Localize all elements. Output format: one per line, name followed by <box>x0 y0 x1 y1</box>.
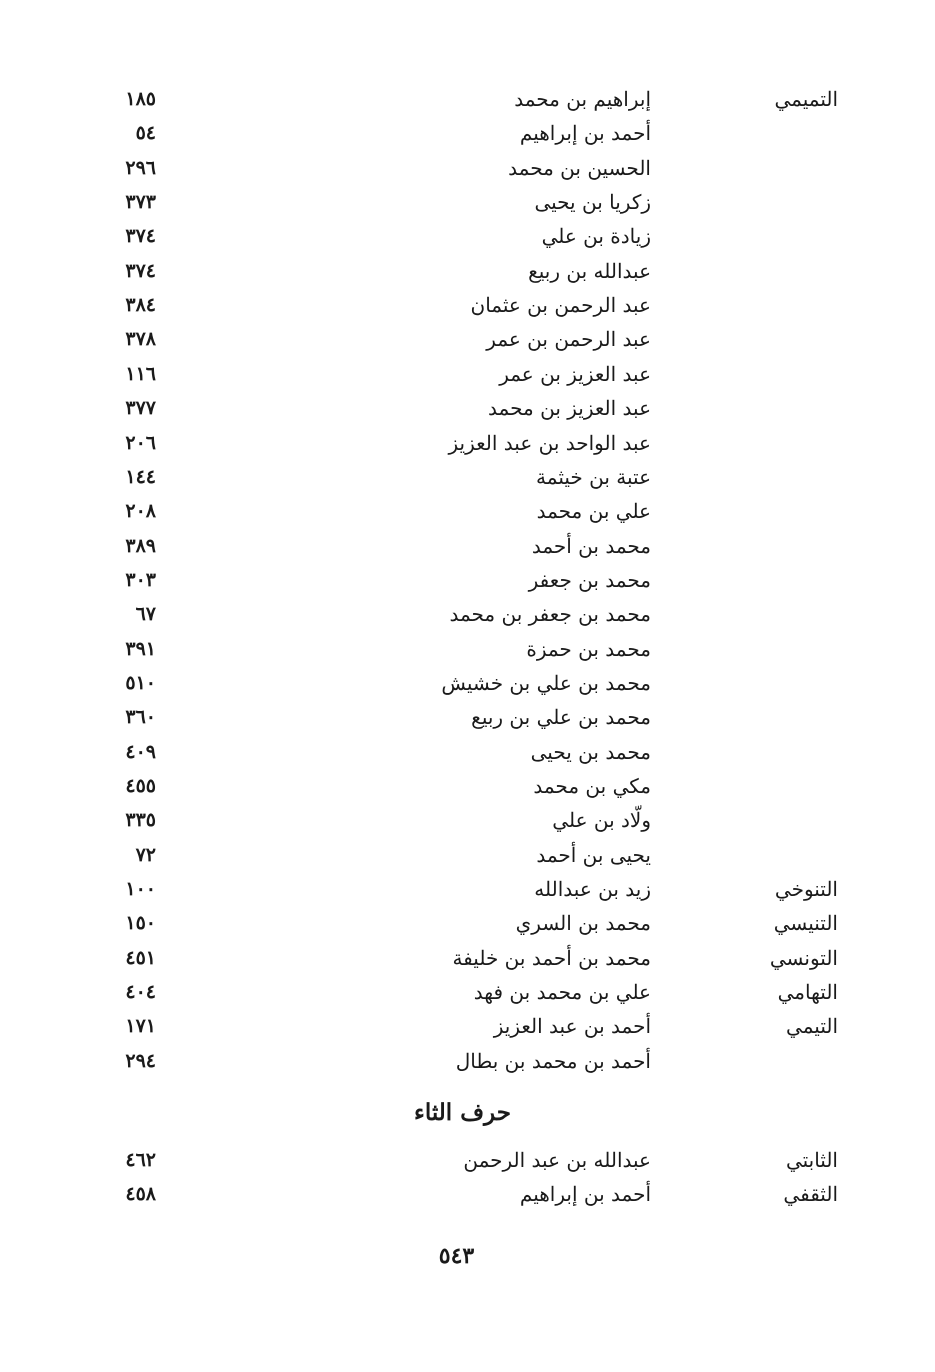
entry-name: محمد بن جعفر <box>528 567 651 592</box>
entry-page-number: ٤٥٨ <box>125 1183 156 1206</box>
index-entry <box>0 941 935 975</box>
entry-page-number: ٢٩٦ <box>125 156 156 179</box>
entry-page-number: ٦٧ <box>135 603 156 626</box>
entry-name: ولّاد بن علي <box>552 808 651 833</box>
index-entry <box>0 82 935 116</box>
index-entry <box>0 1143 935 1177</box>
entry-nisba: التنوخي <box>774 877 838 902</box>
entry-page-number: ٣٦٠ <box>125 706 156 729</box>
entry-name: محمد بن أحمد بن خليفة <box>452 945 651 970</box>
entry-name: محمد بن حمزة <box>526 636 651 661</box>
entry-name: الحسين بن محمد <box>508 155 651 180</box>
index-entry <box>0 1044 935 1078</box>
entry-page-number: ٣٠٣ <box>125 568 156 591</box>
entry-page-number: ٣٣٥ <box>125 809 156 832</box>
entry-name: أحمد بن إبراهيم <box>519 121 651 146</box>
entry-name: محمد بن السري <box>515 911 651 936</box>
entry-name: عبدالله بن عبد الرحمن <box>463 1148 651 1172</box>
index-entry <box>0 838 935 872</box>
entry-name: عبد الرحمن بن عثمان <box>470 293 651 318</box>
index-entry <box>0 1009 935 1043</box>
page-number <box>0 1240 935 1272</box>
entry-page-number: ٥٤ <box>135 122 156 145</box>
entry-page-number: ١٤٤ <box>125 465 156 488</box>
entry-page-number: ٧٢ <box>135 843 156 866</box>
entry-nisba: التونسي <box>769 945 838 970</box>
entry-nisba: التيمي <box>786 1014 838 1039</box>
index-entry <box>0 666 935 700</box>
entry-name: علي بن محمد بن فهد <box>473 980 651 1005</box>
entry-name: محمد بن جعفر بن محمد <box>449 602 651 627</box>
entry-page-number: ٣٨٤ <box>125 294 156 317</box>
index-entry <box>0 803 935 837</box>
entry-name: محمد بن أحمد <box>531 533 651 558</box>
index-entry <box>0 597 935 631</box>
index-entry <box>0 185 935 219</box>
entry-page-number: ٤٦٢ <box>125 1149 156 1171</box>
entry-name: زيادة بن علي <box>541 224 651 249</box>
index-entry <box>0 391 935 425</box>
entry-name: عبد العزيز بن محمد <box>488 396 651 421</box>
index-entry <box>0 426 935 460</box>
index-entry <box>0 322 935 356</box>
entry-name: أحمد بن محمد بن بطال <box>455 1048 651 1073</box>
entry-page-number: ٤٥٥ <box>125 775 156 797</box>
page-number-text: ٥٤٣ <box>438 1243 475 1269</box>
entry-name: أحمد بن إبراهيم <box>519 1182 651 1207</box>
index-entry <box>0 254 935 288</box>
index-entry <box>0 529 935 563</box>
entry-page-number: ٣٧٤ <box>125 259 156 282</box>
index-entry <box>0 632 935 666</box>
entry-nisba: التميمي <box>774 87 838 111</box>
index-entry <box>0 735 935 769</box>
entry-name: زيد بن عبدالله <box>534 877 651 902</box>
index-entry <box>0 1177 935 1211</box>
index-entry <box>0 872 935 906</box>
entry-name: عبدالله بن ربيع <box>528 258 651 283</box>
entry-page-number: ١٨٥ <box>125 88 156 110</box>
entry-page-number: ٢٩٤ <box>125 1049 156 1072</box>
entry-page-number: ٣٨٩ <box>125 534 156 557</box>
entry-page-number: ٣٧٨ <box>125 328 156 351</box>
index-entry <box>0 357 935 391</box>
entry-nisba: التهامي <box>777 980 838 1005</box>
entry-page-number: ١٥٠ <box>125 912 156 935</box>
index-entry <box>0 288 935 322</box>
entry-page-number: ١٠٠ <box>125 878 156 901</box>
entry-page-number: ١١٦ <box>125 362 156 385</box>
index-entry <box>0 975 935 1009</box>
entry-name: عتبة بن خيثمة <box>536 464 651 489</box>
entry-page-number: ٤٠٩ <box>125 740 156 763</box>
index-entry <box>0 563 935 597</box>
entry-name: عبد الواحد بن عبد العزيز <box>448 430 651 455</box>
entry-page-number: ٣٧٤ <box>125 225 156 248</box>
entry-name: زكريا بن يحيى <box>534 190 651 215</box>
index-entry <box>0 769 935 803</box>
index-entry <box>0 700 935 734</box>
index-entry <box>0 219 935 253</box>
entry-name: إبراهيم بن محمد <box>514 87 651 111</box>
index-entry <box>0 460 935 494</box>
entry-page-number: ٣٩١ <box>125 637 156 660</box>
section-heading-text: حرف الثاء <box>414 1099 511 1126</box>
entry-name: مكي بن محمد <box>533 774 651 798</box>
entry-page-number: ٣٧٧ <box>125 397 156 420</box>
entry-nisba: الثابتي <box>785 1148 838 1172</box>
index-entry <box>0 151 935 185</box>
section-heading <box>0 1096 935 1130</box>
entry-page-number: ٢٠٦ <box>125 431 156 454</box>
entry-name: عبد الرحمن بن عمر <box>486 327 651 352</box>
entry-nisba: الثقفي <box>783 1182 838 1207</box>
entry-name: أحمد بن عبد العزيز <box>493 1014 651 1039</box>
entry-page-number: ٥١٠ <box>125 671 156 694</box>
index-entry <box>0 906 935 940</box>
index-entry <box>0 116 935 150</box>
entry-page-number: ١٧١ <box>125 1015 156 1038</box>
entry-name: محمد بن يحيى <box>530 739 651 764</box>
entry-name: علي بن محمد <box>536 499 651 524</box>
entry-name: عبد العزيز بن عمر <box>499 361 651 386</box>
entry-page-number: ٣٧٣ <box>125 191 156 214</box>
entry-name: يحيى بن أحمد <box>536 842 651 867</box>
entry-name: محمد بن علي بن خشيش <box>441 670 651 695</box>
entry-page-number: ٤٥١ <box>125 946 156 969</box>
entry-page-number: ٤٠٤ <box>125 981 156 1004</box>
entry-name: محمد بن علي بن ربيع <box>471 705 651 730</box>
index-entry <box>0 494 935 528</box>
entry-page-number: ٢٠٨ <box>125 500 156 523</box>
entry-nisba: التنيسي <box>773 911 838 936</box>
